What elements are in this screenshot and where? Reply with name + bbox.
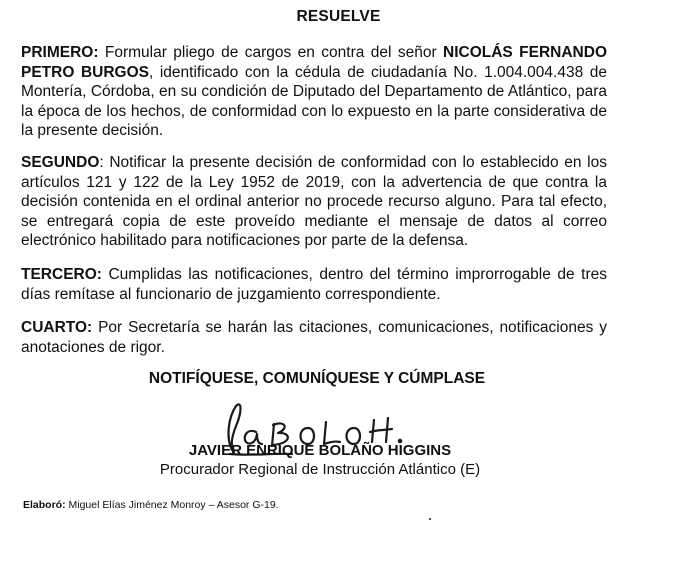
paragraph-primero <box>21 43 607 141</box>
primero-label: PRIMERO: <box>21 44 99 61</box>
paragraph-cuarto <box>21 318 607 357</box>
signer-role: Procurador Regional de Instrucción Atlántico (E) <box>159 461 481 478</box>
segundo-label: SEGUNDO <box>21 154 100 171</box>
closing-formula: NOTIFÍQUESE, COMUNÍQUESE Y CÚMPLASE <box>148 370 486 387</box>
prepared-by-text: Miguel Elías Jiménez Monroy – Asesor G-19. <box>65 499 279 511</box>
paragraph-tercero <box>21 265 607 304</box>
scan-speck <box>429 518 431 520</box>
tercero-label: TERCERO: <box>21 266 102 283</box>
segundo-text: : Notificar la presente decisión de conformidad con lo establecido en los artículos 121 y 122 de la Ley 1952 de 2019, con la advertencia de que contra la decisión contenida en el ordinal anterior no procede recurso alguno. Para tal efecto, se entregará copia de este proveído mediante el mensaje de datos al correo electrónico habilitado para notificaciones por parte de la defensa. <box>21 154 607 249</box>
cuarto-text: Por Secretaría se harán las citaciones, comunicaciones, notificaciones y anotaciones de rigor. <box>21 319 607 356</box>
signer-name: JAVIER ENRIQUE BOLAÑO HIGGINS <box>188 442 452 459</box>
cuarto-label: CUARTO: <box>21 319 93 336</box>
accused-name: NICOLÁS FERNANDO PETRO BURGOS <box>21 44 607 81</box>
prepared-by-note <box>23 499 279 511</box>
paragraph-segundo <box>21 153 607 251</box>
resolution-heading: RESUELVE <box>296 8 381 25</box>
prepared-by-label: Elaboró: <box>23 499 66 511</box>
tercero-text: Cumplidas las notificaciones, dentro del término improrrogable de tres días remítase al funcionario de juzgamiento correspondiente. <box>21 266 607 303</box>
primero-text-b: , identificado con la cédula de ciudadanía No. 1.004.004.438 de Montería, Córdoba, en su condición de Diputado del Departamento de Atlántico, para la época de los hechos, de conformidad con lo expuesto en la parte considerativa de la presente decisión. <box>21 63 607 139</box>
primero-text-a: Formular pliego de cargos en contra del señor <box>98 44 444 61</box>
